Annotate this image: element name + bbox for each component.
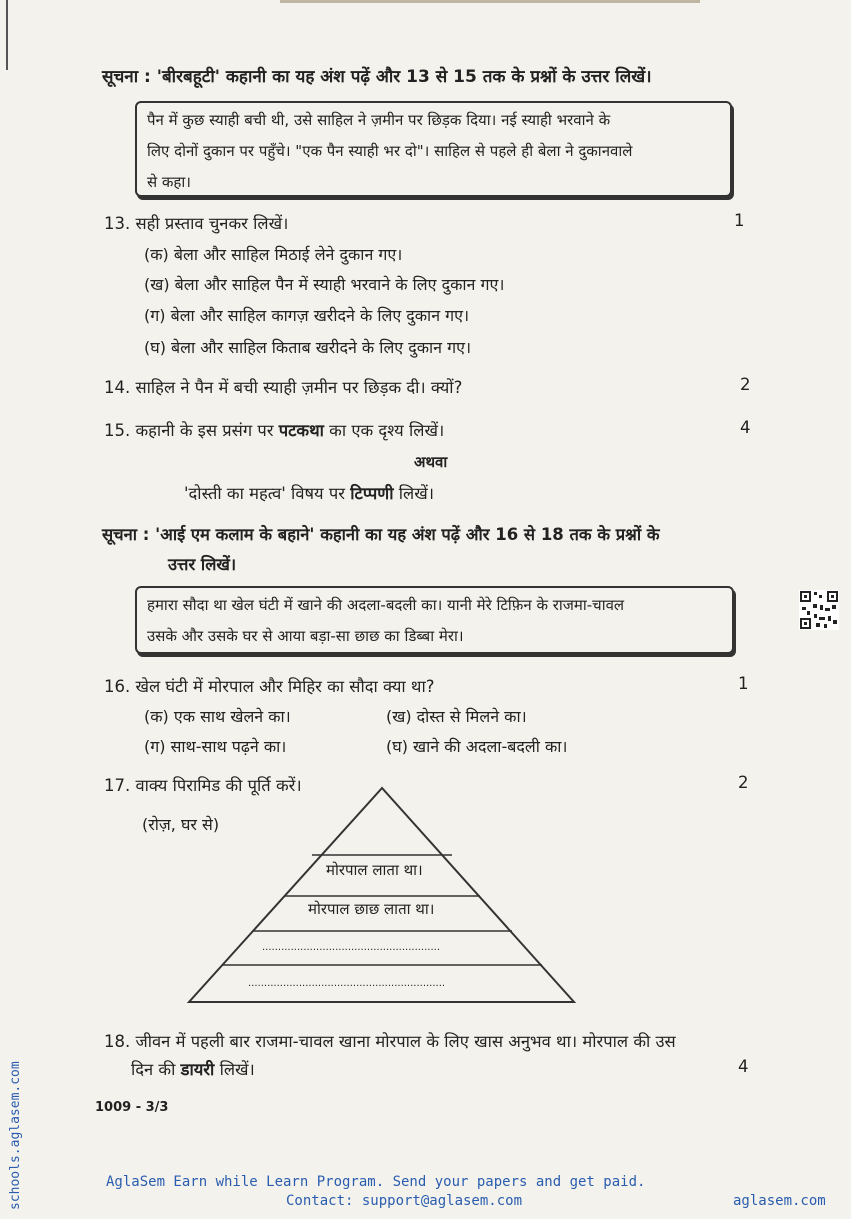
q13-marks: 1 [734,211,745,230]
footer-contact[interactable]: Contact: support@aglasem.com [286,1193,523,1209]
q15-pre: 15. कहानी के इस प्रसंग पर [104,421,274,440]
q13-option-ga: (ग) बेला और साहिल कागज़ खरीदने के लिए दुकान गए। [144,306,470,325]
passage-2-box [135,586,734,654]
passage-1-line-1: पैन में कुछ स्याही बची थी, उसे साहिल ने ज़मीन पर छिड़क दिया। नई स्याही भरवाने के [147,111,611,129]
q16-option-gha: (घ) खाने की अदला-बदली का। [386,737,568,756]
pyramid-row-1: मोरपाल लाता था। [326,861,423,879]
q18-marks: 4 [738,1057,749,1076]
q17-text: 17. वाक्य पिरामिड की पूर्ति करें। [104,776,302,795]
passage-1-line-2: लिए दोनों दुकान पर पहुँचे। "एक पैन स्याही भर दो"। साहिल से पहले ही बेला ने दुकानवाले [147,142,633,160]
q15-text [104,418,444,441]
q18-line-1: 18. जीवन में पहली बार राजमा-चावल खाना मोरपाल के लिए खास अनुभव था। मोरपाल की उस [104,1032,676,1051]
pyramid-row-4-blank[interactable]: .............................................................. [248,978,446,989]
q16-option-ga: (ग) साथ-साथ पढ़ने का। [144,737,287,756]
notice-1 [102,64,652,87]
notice-1-prefix: सूचना : [102,67,151,87]
q16-marks: 1 [738,674,749,693]
q17-marks: 2 [738,773,749,792]
notice-1-rest: कहानी का यह अंश पढ़ें और 13 से 15 तक के प्रश्नों के उत्तर लिखें। [225,67,652,87]
q18-pre: दिन की [131,1060,176,1079]
q15-post: का एक दृश्य लिखें। [329,421,445,440]
q16-option-kha: (ख) दोस्त से मिलने का। [386,707,527,726]
sentence-pyramid [185,785,577,1005]
q13-text: 13. सही प्रस्ताव चुनकर लिखें। [104,214,289,233]
q13-option-ka: (क) बेला और साहिल मिठाई लेने दुकान गए। [144,245,403,264]
q18-post: लिखें। [219,1060,255,1079]
q15-alt-post: लिखें। [398,484,434,503]
q18-line-2 [131,1057,255,1080]
passage-1-line-3: से कहा। [147,173,191,191]
q14-text: 14. साहिल ने पैन में बची स्याही ज़मीन पर छिड़क दी। क्यों? [104,378,463,397]
qr-code-icon [799,590,839,630]
side-watermark-url[interactable]: schools.aglasem.com [8,1061,23,1210]
q15-alt-pre: 'दोस्ती का महत्व' विषय पर [184,484,345,503]
pyramid-row-3-blank[interactable]: ........................................................ [262,942,441,953]
q15-or: अथवा [414,453,448,471]
footer-line-1: AglaSem Earn while Learn Program. Send your papers and get paid. [106,1174,646,1190]
q15-alt [184,481,434,504]
q15-bold: पटकथा [278,421,324,440]
pyramid-row-2: मोरपाल छाछ लाता था। [308,900,435,918]
footer-site[interactable]: aglasem.com [733,1193,826,1209]
q18-bold: डायरी [180,1060,215,1079]
notice-2-line-1: सूचना : 'आई एम कलाम के बहाने' कहानी का यह अंश पढ़ें और 16 से 18 तक के प्रश्नों के [102,525,660,544]
top-edge [280,0,700,3]
q15-marks: 4 [740,418,751,437]
q13-option-gha: (घ) बेला और साहिल किताब खरीदने के लिए दुकान गए। [144,338,472,357]
pyramid-outline [189,788,574,1002]
q14-marks: 2 [740,375,751,394]
q15-alt-bold: टिप्पणी [350,484,394,503]
passage-2-line-2: उसके और उसके घर से आया बड़ा-सा छाछ का डिब्बा मेरा। [147,627,464,645]
q13-option-kha: (ख) बेला और साहिल पैन में स्याही भरवाने के लिए दुकान गए। [144,275,505,294]
passage-1-box [135,101,732,197]
q16-option-ka: (क) एक साथ खेलने का। [144,707,291,726]
page-code: 1009 - 3/3 [95,1100,169,1115]
q16-text: 16. खेल घंटी में मोरपाल और मिहिर का सौदा क्या था? [104,677,435,696]
page-edge [6,0,8,70]
q17-hint: (रोज़, घर से) [142,815,220,834]
notice-2-line-2: उत्तर लिखें। [168,555,237,574]
notice-1-title: 'बीरबहूटी' [156,67,220,87]
passage-2-line-1: हमारा सौदा था खेल घंटी में खाने की अदला-बदली का। यानी मेरे टिफ़िन के राजमा-चावल [147,596,625,614]
